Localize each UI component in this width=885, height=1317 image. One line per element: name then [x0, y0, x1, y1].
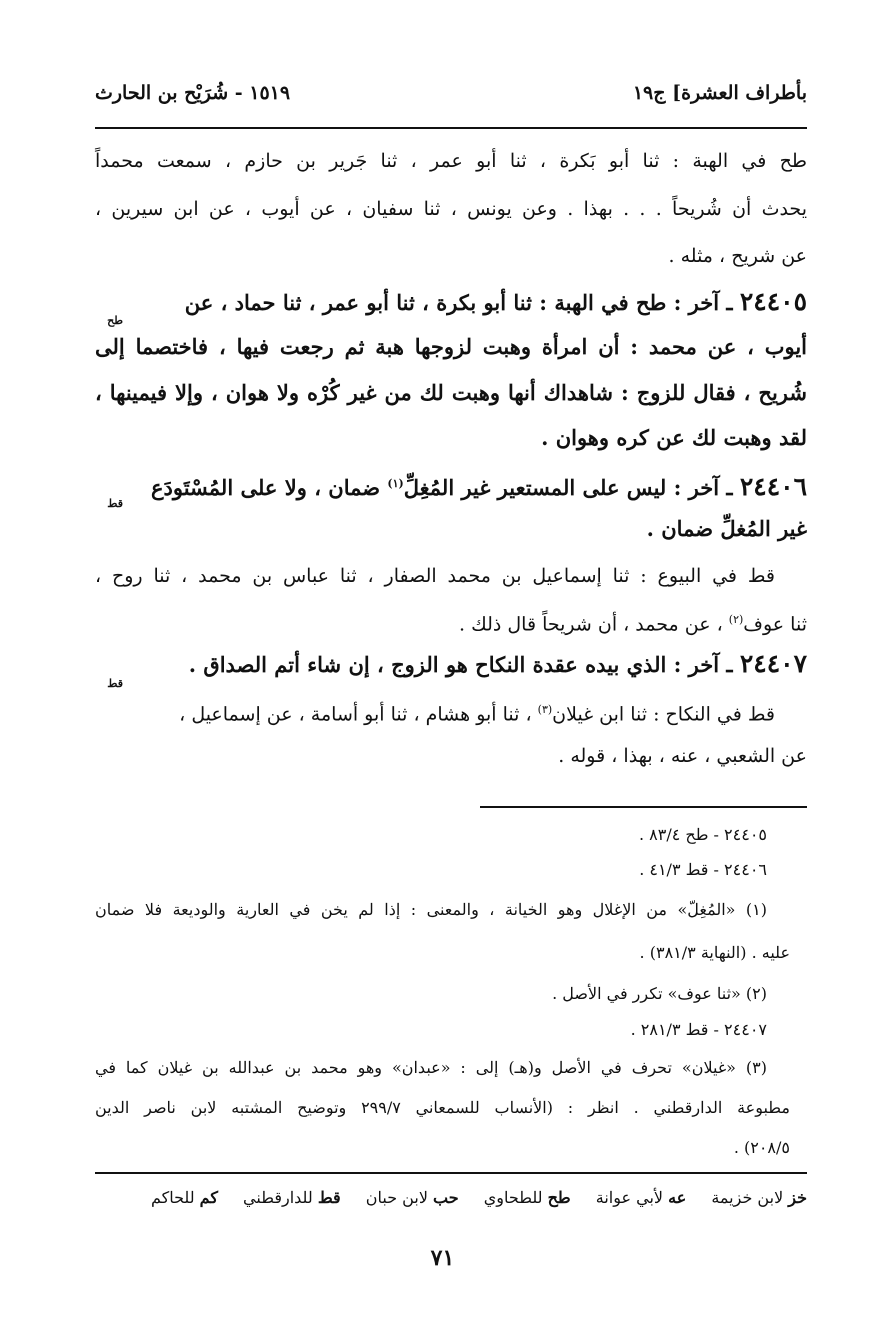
- footnote-line: مطبوعة الدارقطني . انظر : (الأنساب للسمعاني ٢٩٩/٧ وتوضيح المشتبه لابن ناصر الدين: [95, 1098, 791, 1117]
- entry-text: لقد وهبت لك عن كره وهوان .: [541, 425, 807, 450]
- source-text: ، ثنا أبو هشام ، ثنا أبو أسامة ، عن إسماعيل ،: [179, 703, 532, 726]
- entry-text: أيوب ، عن محمد : أن امرأة وهبت لزوجها هبة ثم رجعت فيها ، فاختصما إلى: [95, 334, 807, 359]
- legend-name: للحاكم: [150, 1188, 195, 1207]
- running-header: [95, 78, 807, 118]
- footnote-line: ٢٤٤٠٥ - طح ٨٣/٤ .: [638, 825, 767, 844]
- legend-item: [484, 1188, 571, 1207]
- legend-abbr: كم: [199, 1188, 218, 1207]
- entry-text: ضمان ، ولا على المُسْتَودَع: [150, 475, 381, 500]
- legend-name: لأبي عوانة: [595, 1188, 664, 1207]
- entry-number: ٢٤٤٠٦: [739, 472, 807, 501]
- footnote-line: (١) «المُغِلّ» من الإغلال وهو الخيانة ، والمعنى : إذا لم يخن في العارية والوديعة فلا ضمان: [95, 900, 767, 919]
- entry-24405-heading: [95, 282, 807, 323]
- source-text: ثنا عوف: [743, 613, 807, 636]
- footnote-line: ٢٠٨/٥) .: [733, 1138, 790, 1157]
- entry-24407-heading: [95, 644, 807, 685]
- legend-abbr: قط: [317, 1188, 341, 1207]
- entry-text: شُريح ، فقال للزوج : شاهداك أنها وهبت لك من غير كُرْه ولا هوان ، وإلا فيمينها ،: [95, 380, 807, 405]
- legend-item: [711, 1188, 807, 1207]
- footnote-line: عليه . (النهاية ٣٨١/٣) .: [639, 943, 790, 962]
- page-number: ٧١: [430, 1245, 455, 1271]
- entry-text: غير المُغلِّ ضمان .: [646, 516, 807, 541]
- source-text: ، عن محمد ، أن شريحاً قال ذلك .: [458, 613, 723, 636]
- body-line: طح في الهبة : ثنا أبو بَكرة ، ثنا أبو عمر ، ثنا جَرير بن حازم ، سمعت محمداً: [95, 150, 807, 172]
- entry-text: ـ آخر : طح في الهبة : ثنا أبو بكرة ، ثنا أبو عمر ، ثنا حماد ، عن: [184, 290, 733, 315]
- footnote-ref: (٣): [537, 703, 553, 716]
- footnote-rule: [480, 806, 807, 808]
- source-line: [95, 690, 775, 734]
- entry-number: ٢٤٤٠٥: [739, 287, 807, 316]
- legend-abbr: خز: [788, 1188, 807, 1207]
- legend-abbr: حب: [433, 1188, 459, 1207]
- source-line: قط في البيوع : ثنا إسماعيل بن محمد الصفار ، ثنا عباس بن محمد ، ثنا روح ،: [95, 565, 775, 587]
- entry-24406-heading: [95, 464, 807, 508]
- legend-item: [596, 1188, 687, 1207]
- entry-sigla: قط: [107, 677, 123, 690]
- footnote-line: (٢) «ثنا عوف» تكرر في الأصل .: [552, 984, 767, 1003]
- legend-name: للدارقطني: [243, 1188, 313, 1207]
- source-line: عن الشعبي ، عنه ، بهذا ، قوله .: [558, 745, 807, 767]
- legend-name: لابن حبان: [365, 1188, 428, 1207]
- legend-abbr: عه: [668, 1188, 687, 1207]
- header-volume-title: بأطراف العشرة] ج١٩: [632, 82, 807, 104]
- body-line: عن شريح ، مثله .: [668, 245, 807, 267]
- footnote-line: ٢٤٤٠٧ - قط ٢٨١/٣ .: [630, 1020, 767, 1039]
- footer-rule: [95, 1172, 807, 1174]
- footnote-ref: (١): [387, 477, 404, 490]
- legend-item: [151, 1188, 218, 1207]
- header-section-title: ١٥١٩ - شُرَيْح بن الحارث: [95, 82, 291, 104]
- source-text: قط في النكاح : ثنا ابن غيلان: [552, 703, 775, 726]
- footnote-line: ٢٤٤٠٦ - قط ٤١/٣ .: [639, 860, 767, 879]
- source-line: [95, 600, 807, 644]
- header-rule: [95, 127, 807, 129]
- legend-abbr: طح: [547, 1188, 571, 1207]
- legend-name: لابن خزيمة: [711, 1188, 784, 1207]
- footnote-ref: (٢): [728, 613, 744, 626]
- footnote-line: (٣) «غيلان» تحرف في الأصل و(هـ) إلى : «عبدان» وهو محمد بن عبدالله بن غيلان كما في: [95, 1058, 767, 1077]
- abbreviation-legend: [95, 1188, 807, 1207]
- entry-sigla: قط: [107, 497, 123, 510]
- legend-item: [366, 1188, 459, 1207]
- entry-sigla: طح: [107, 314, 123, 327]
- body-line: يحدث أن شُريحاً . . . بهذا . وعن يونس ، ثنا سفيان ، عن أيوب ، عن ابن سيرين ،: [95, 198, 807, 220]
- entry-number: ٢٤٤٠٧: [739, 649, 807, 678]
- entry-text: ـ آخر : الذي بيده عقدة النكاح هو الزوج ، إن شاء أتم الصداق .: [188, 652, 733, 677]
- entry-text: ـ آخر : ليس على المستعير غير المُغِلِّ: [403, 475, 733, 500]
- legend-item: [243, 1188, 341, 1207]
- legend-name: للطحاوي: [483, 1188, 543, 1207]
